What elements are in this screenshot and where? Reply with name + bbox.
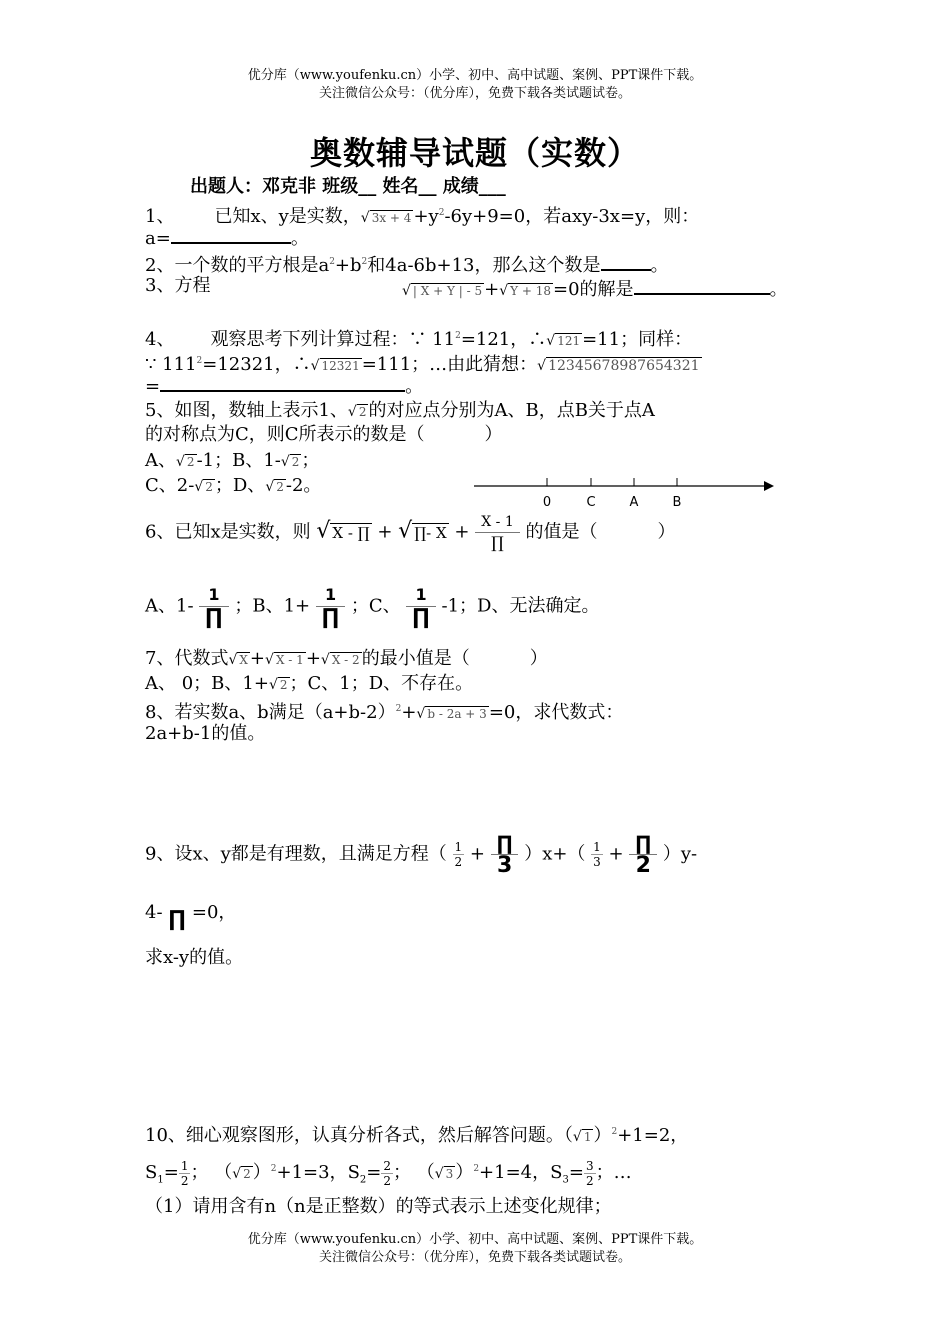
header-line-2: 关注微信公众号：（优分库），免费下载各类试题试卷。	[318, 86, 631, 101]
label-a: A	[629, 495, 639, 510]
question-7-options: A、 0；B、1+√ 2 ；C、1；D、不存在。	[145, 673, 474, 694]
question-1-line1: 1、 已知x、y是实数，√ $3x + 4 +y^2-6y+9=0$，若axy-3x=y，则：	[145, 206, 700, 227]
question-2: 2、一个数的平方根是$a^2+b^2$和4a-6b+13，那么这个数是 。	[145, 255, 669, 276]
footer-line-1: 优分库（www.youfenku.cn）小学、初中、高中试题、案例、PPT课件下载。	[247, 1232, 703, 1247]
question-4-line3: = 。	[145, 376, 424, 397]
question-4-line2: ∵ $111^2=12321$，∴√ 12321 =111；…由此猜想：√ 12345678987654321	[145, 354, 700, 375]
question-9-line3: 求x-y的值。	[145, 947, 244, 968]
question-3-label: 3、方程	[145, 275, 211, 296]
label-b: B	[672, 495, 682, 510]
question-1-line2: a= 。	[145, 228, 309, 249]
subtitle: 出题人：邓克非 班级__ 姓名__ 成绩___	[190, 176, 506, 197]
question-3-equation: √ | X + Y | - 5 +√ Y + 18 =0的解是 。	[402, 279, 788, 300]
question-6-stem: 6、已知x是实数，则 √ X - ∏ + √ ∏- X + X - 1 ∏ 的值是（ ）	[145, 514, 676, 552]
header-line-1: 优分库（www.youfenku.cn）小学、初中、高中试题、案例、PPT课件下载。	[247, 68, 703, 83]
question-9-line1: 9、设x、y都是有理数，且满足方程（ $\frac{1}{2}$ + ∏ 3 ）x+（ $\frac{1}{3}$ + ∏ 2 ）y-	[145, 831, 698, 878]
question-8-line1: 8、若实数a、b满足$(a+b-2)^2+√$ b - 2a + 3 =0，求代数式：	[145, 702, 624, 723]
footer-line-2: 关注微信公众号：（优分库），免费下载各类试题试卷。	[318, 1250, 631, 1265]
question-5-line2: 的对称点为C，则C所表示的数是（ ）	[145, 424, 503, 445]
question-5-options-cd: C、2-√ 2 ；D、√ 2 -2。	[145, 475, 322, 496]
label-c: C	[586, 495, 596, 510]
question-4-line1: 4、 观察思考下列计算过程：∵ $11^2=121$，∴√ 121 =11；同样：	[145, 329, 693, 350]
label-0: 0	[542, 495, 552, 510]
question-5-line1: 5、如图，数轴上表示1、√ 2 的对应点分别为A、B，点B关于点A	[145, 400, 655, 421]
question-6-options: A、1- 1 ∏ ；B、1+ 1 ∏ ；C、 1 ∏ -1；D、无法确定。	[145, 585, 600, 630]
question-7-stem: 7、代数式√ X +√ X - 1 +√ X - 2 的最小值是（ ）	[145, 648, 548, 669]
question-10-line1: 10、细心观察图形，认真分析各式，然后解答问题。（√ 1 ）$^2$+1=2，	[145, 1125, 689, 1146]
question-8-line2: 2a+b-1的值。	[145, 723, 266, 744]
page-title: 奥数辅导试题（实数）	[309, 134, 640, 172]
question-10-line2: $S_1=$ $\frac{1}{2}$ ； （√ 2 ）$^2$+1=3，$S_2=$ $\frac{2}{2}$ ； （√ 3 ）$^2$+1=4，$S_3=$ $\frac{3}{2}$ ；…	[145, 1158, 632, 1188]
question-5-options-ab: A、√ 2 -1；B、1-√ 2 ；	[145, 450, 320, 471]
number-line-arrow	[764, 481, 774, 491]
question-10-part1: （1）请用含有n（n是正整数）的等式表示上述变化规律；	[145, 1196, 612, 1217]
question-9-line2: 4- ∏ =0，	[145, 902, 237, 932]
